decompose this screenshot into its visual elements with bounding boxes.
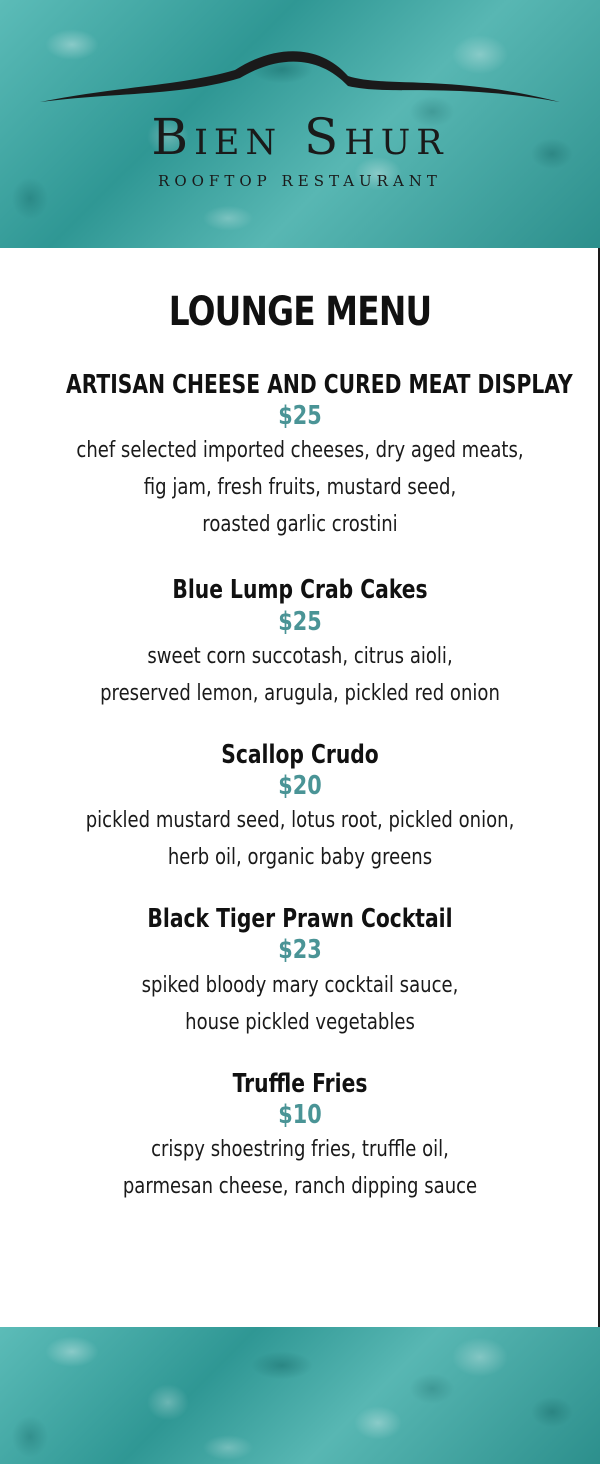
- menu-item-description-line: roasted garlic crostini: [202, 512, 398, 538]
- menu-item-name: ARTISAN CHEESE AND CURED MEAT DISPLAY: [66, 370, 573, 400]
- logo-swoosh-icon: [30, 30, 570, 120]
- brand-tagline: ROOFTOP RESTAURANT: [158, 172, 442, 190]
- menu-item: [0, 370, 600, 543]
- footer-banner: [0, 1327, 600, 1464]
- menu-title: LOUNGE MENU: [168, 289, 432, 335]
- menu-item-price: $25: [278, 401, 322, 432]
- menu-item-description-line: fig jam, fresh fruits, mustard seed,: [143, 475, 457, 501]
- menu-item: [0, 575, 600, 711]
- menu-item-price: $25: [278, 606, 322, 637]
- menu-item-description-line: preserved lemon, arugula, pickled red onion: [100, 680, 500, 706]
- menu-item-name: Blue Lump Crab Cakes: [172, 575, 428, 606]
- menu-item-name: Black Tiger Prawn Cocktail: [147, 904, 453, 935]
- menu-item: [0, 1069, 600, 1205]
- brand-name: Bien Shur: [151, 108, 449, 166]
- menu-body: [0, 248, 600, 1205]
- menu-item-description-line: chef selected imported cheeses, dry aged meats,: [76, 438, 524, 464]
- menu-item-description-line: house pickled vegetables: [185, 1009, 415, 1035]
- menu-item-name: Truffle Fries: [232, 1068, 368, 1099]
- menu-item-description-line: spiked bloody mary cocktail sauce,: [141, 972, 459, 998]
- header-banner: [0, 0, 600, 248]
- menu-item-price: $10: [278, 1099, 322, 1130]
- menu-item-description-line: crispy shoestring fries, truffle oil,: [151, 1136, 449, 1162]
- menu-item-description-line: herb oil, organic baby greens: [167, 845, 433, 871]
- menu-item: [0, 904, 600, 1040]
- menu-item-name: Scallop Crudo: [221, 739, 379, 770]
- menu-item-description-line: parmesan cheese, ranch dipping sauce: [122, 1173, 478, 1199]
- menu-item-description-line: pickled mustard seed, lotus root, pickled onion,: [85, 808, 515, 834]
- menu-item-description-line: sweet corn succotash, citrus aioli,: [147, 643, 453, 669]
- menu-item-price: $23: [278, 935, 322, 966]
- menu-item-price: $20: [278, 770, 322, 801]
- menu-item: [0, 740, 600, 876]
